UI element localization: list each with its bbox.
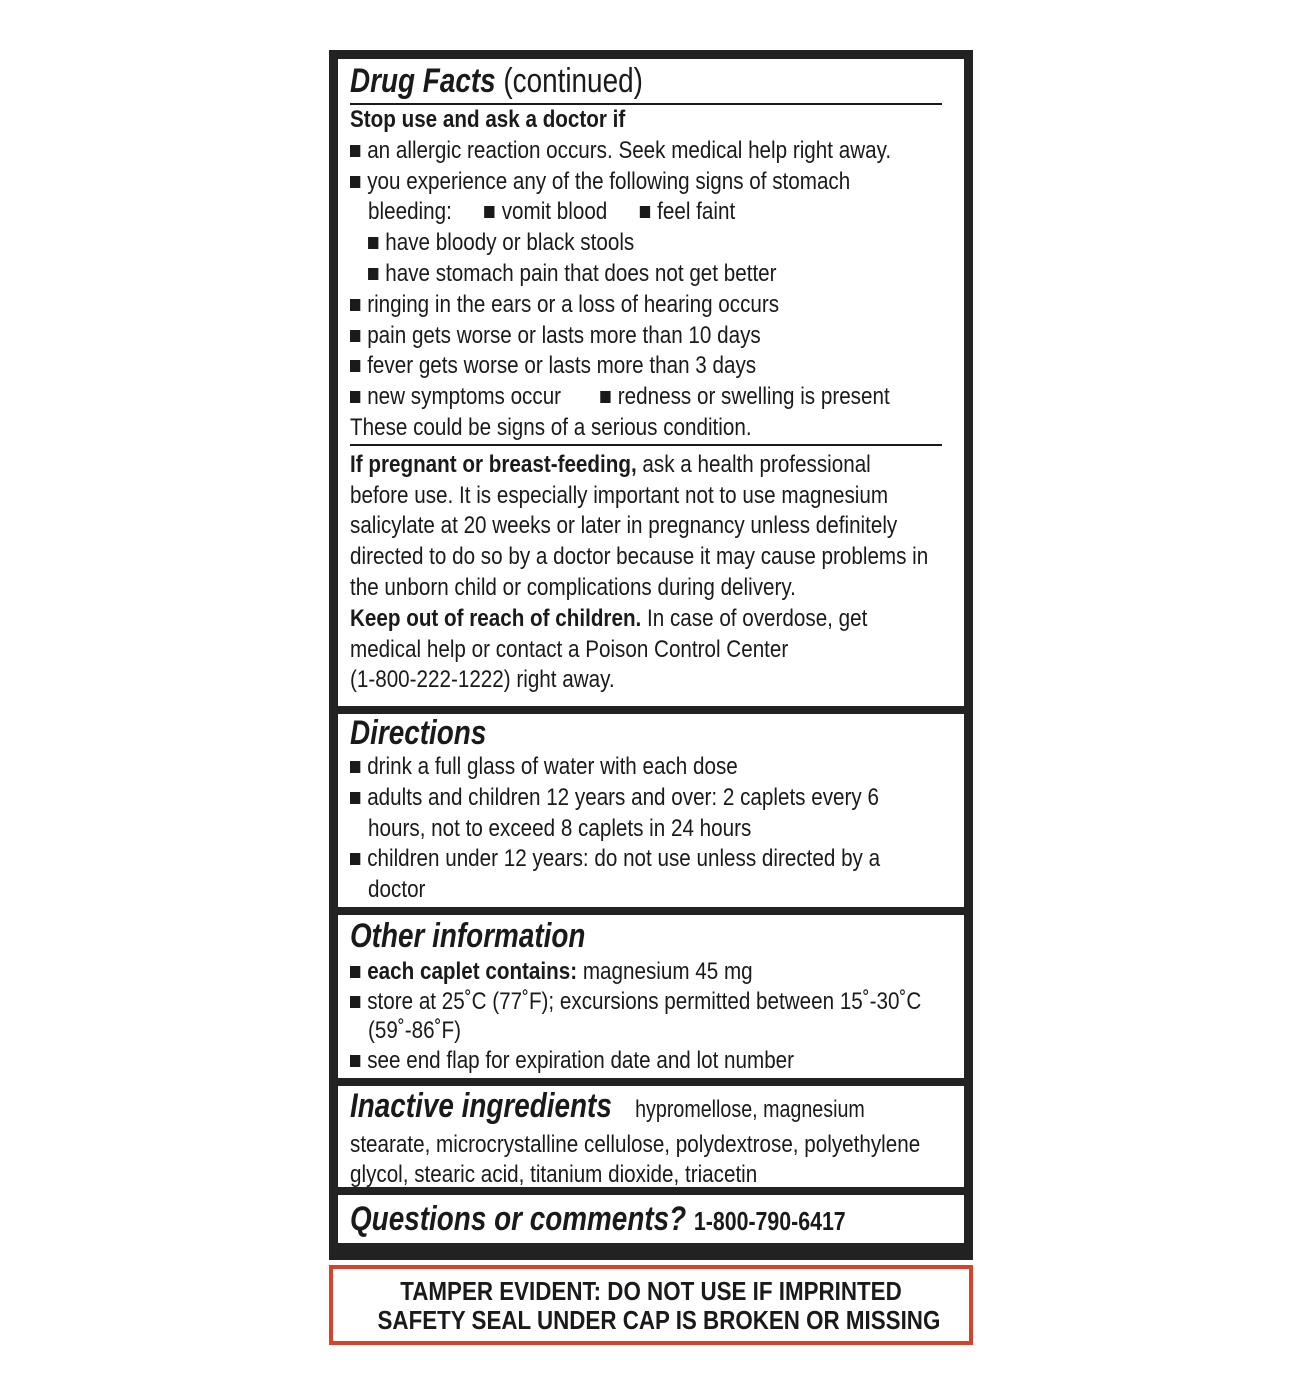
pregnancy-warning-line: salicylate at 20 weeks or later in pregnancy unless definitely	[350, 512, 898, 540]
other-information-panel	[338, 915, 964, 1078]
other-information-title: Other information	[350, 917, 586, 955]
stop-use-note: These could be signs of a serious condition.	[350, 413, 752, 441]
keep-out-of-reach: Keep out of reach of children. In case of overdose, get	[350, 604, 868, 632]
list-item: each caplet contains: magnesium 45 mg	[350, 957, 951, 987]
list-item: children under 12 years: do not use unless directed by a	[350, 844, 951, 875]
drug-facts-panel	[338, 59, 964, 706]
bullet-icon	[350, 1055, 360, 1067]
bullet-icon	[350, 176, 360, 188]
list-item: (59˚-86˚F)	[368, 1017, 461, 1044]
directions-title: Directions	[350, 714, 487, 752]
list-item: doctor	[368, 876, 426, 904]
inactive-ingredients-line: glycol, stearic acid, titanium dioxide, triacetin	[350, 1161, 758, 1188]
tamper-evident-warning	[329, 1265, 973, 1345]
stop-use-heading: Stop use and ask a doctor if	[350, 106, 626, 133]
bullet-icon	[350, 299, 360, 311]
pregnancy-warning-line: the unborn child or complications during delivery.	[350, 573, 796, 601]
list-item: bleeding: vomit blood feel faint	[368, 198, 736, 226]
inactive-ingredients-line: stearate, microcrystalline cellulose, polydextrose, polyethylene	[350, 1131, 921, 1158]
keep-out-of-reach-line: medical help or contact a Poison Control Center	[350, 635, 789, 663]
bullet-icon	[350, 996, 360, 1008]
bullet-icon	[350, 391, 360, 403]
inactive-ingredients-title: Inactive ingredients hypromellose, magnesium	[350, 1087, 865, 1125]
list-item: have stomach pain that does not get better	[350, 259, 969, 290]
pregnancy-warning-line: directed to do so by a doctor because it may cause problems in	[350, 543, 929, 571]
bullet-icon	[350, 761, 360, 773]
inactive-ingredients-panel	[338, 1086, 964, 1187]
pregnancy-warning: If pregnant or breast-feeding, ask a health professional	[350, 450, 871, 478]
pregnancy-warning-line: before use. It is especially important not to use magnesium	[350, 481, 889, 509]
list-item: see end flap for expiration date and lot number	[350, 1046, 951, 1076]
list-item: you experience any of the following signs of stomach	[350, 167, 951, 198]
drug-facts-title: Drug Facts (continued)	[350, 62, 643, 100]
bullet-icon	[485, 206, 495, 218]
drug-facts-label	[329, 50, 973, 1260]
list-item: have bloody or black stools	[350, 228, 969, 259]
questions-phone: 1-800-790-6417	[693, 1206, 846, 1236]
bullet-icon	[601, 391, 611, 403]
list-item: drink a full glass of water with each dose	[350, 752, 951, 783]
directions-panel	[338, 714, 964, 907]
questions-panel	[338, 1195, 964, 1243]
bullet-icon	[368, 237, 378, 249]
bullet-icon	[350, 330, 360, 342]
bullet-icon	[350, 792, 360, 804]
bullet-icon	[368, 268, 378, 280]
keep-out-of-reach-line: (1-800-222-1222) right away.	[350, 666, 615, 694]
bullet-icon	[640, 206, 650, 218]
tamper-warning-line: TAMPER EVIDENT: DO NOT USE IF IMPRINTED	[400, 1276, 902, 1306]
list-item: adults and children 12 years and over: 2 caplets every 6	[350, 783, 951, 814]
list-item: new symptoms occur redness or swelling is present	[350, 382, 951, 413]
bullet-icon	[350, 853, 360, 865]
bullet-icon	[350, 966, 360, 978]
list-item: ringing in the ears or a loss of hearing occurs	[350, 290, 951, 321]
list-item: store at 25˚C (77˚F); excursions permitted between 15˚-30˚C	[350, 987, 951, 1017]
tamper-warning-line: SAFETY SEAL UNDER CAP IS BROKEN OR MISSING	[377, 1305, 941, 1335]
bullet-icon	[350, 145, 360, 157]
list-item: fever gets worse or lasts more than 3 days	[350, 351, 951, 382]
questions-title: Questions or comments? 1-800-790-6417	[350, 1200, 846, 1238]
list-item: hours, not to exceed 8 caplets in 24 hours	[368, 814, 752, 842]
bullet-icon	[350, 360, 360, 372]
list-item: an allergic reaction occurs. Seek medical help right away.	[350, 136, 951, 167]
list-item: pain gets worse or lasts more than 10 days	[350, 321, 951, 352]
